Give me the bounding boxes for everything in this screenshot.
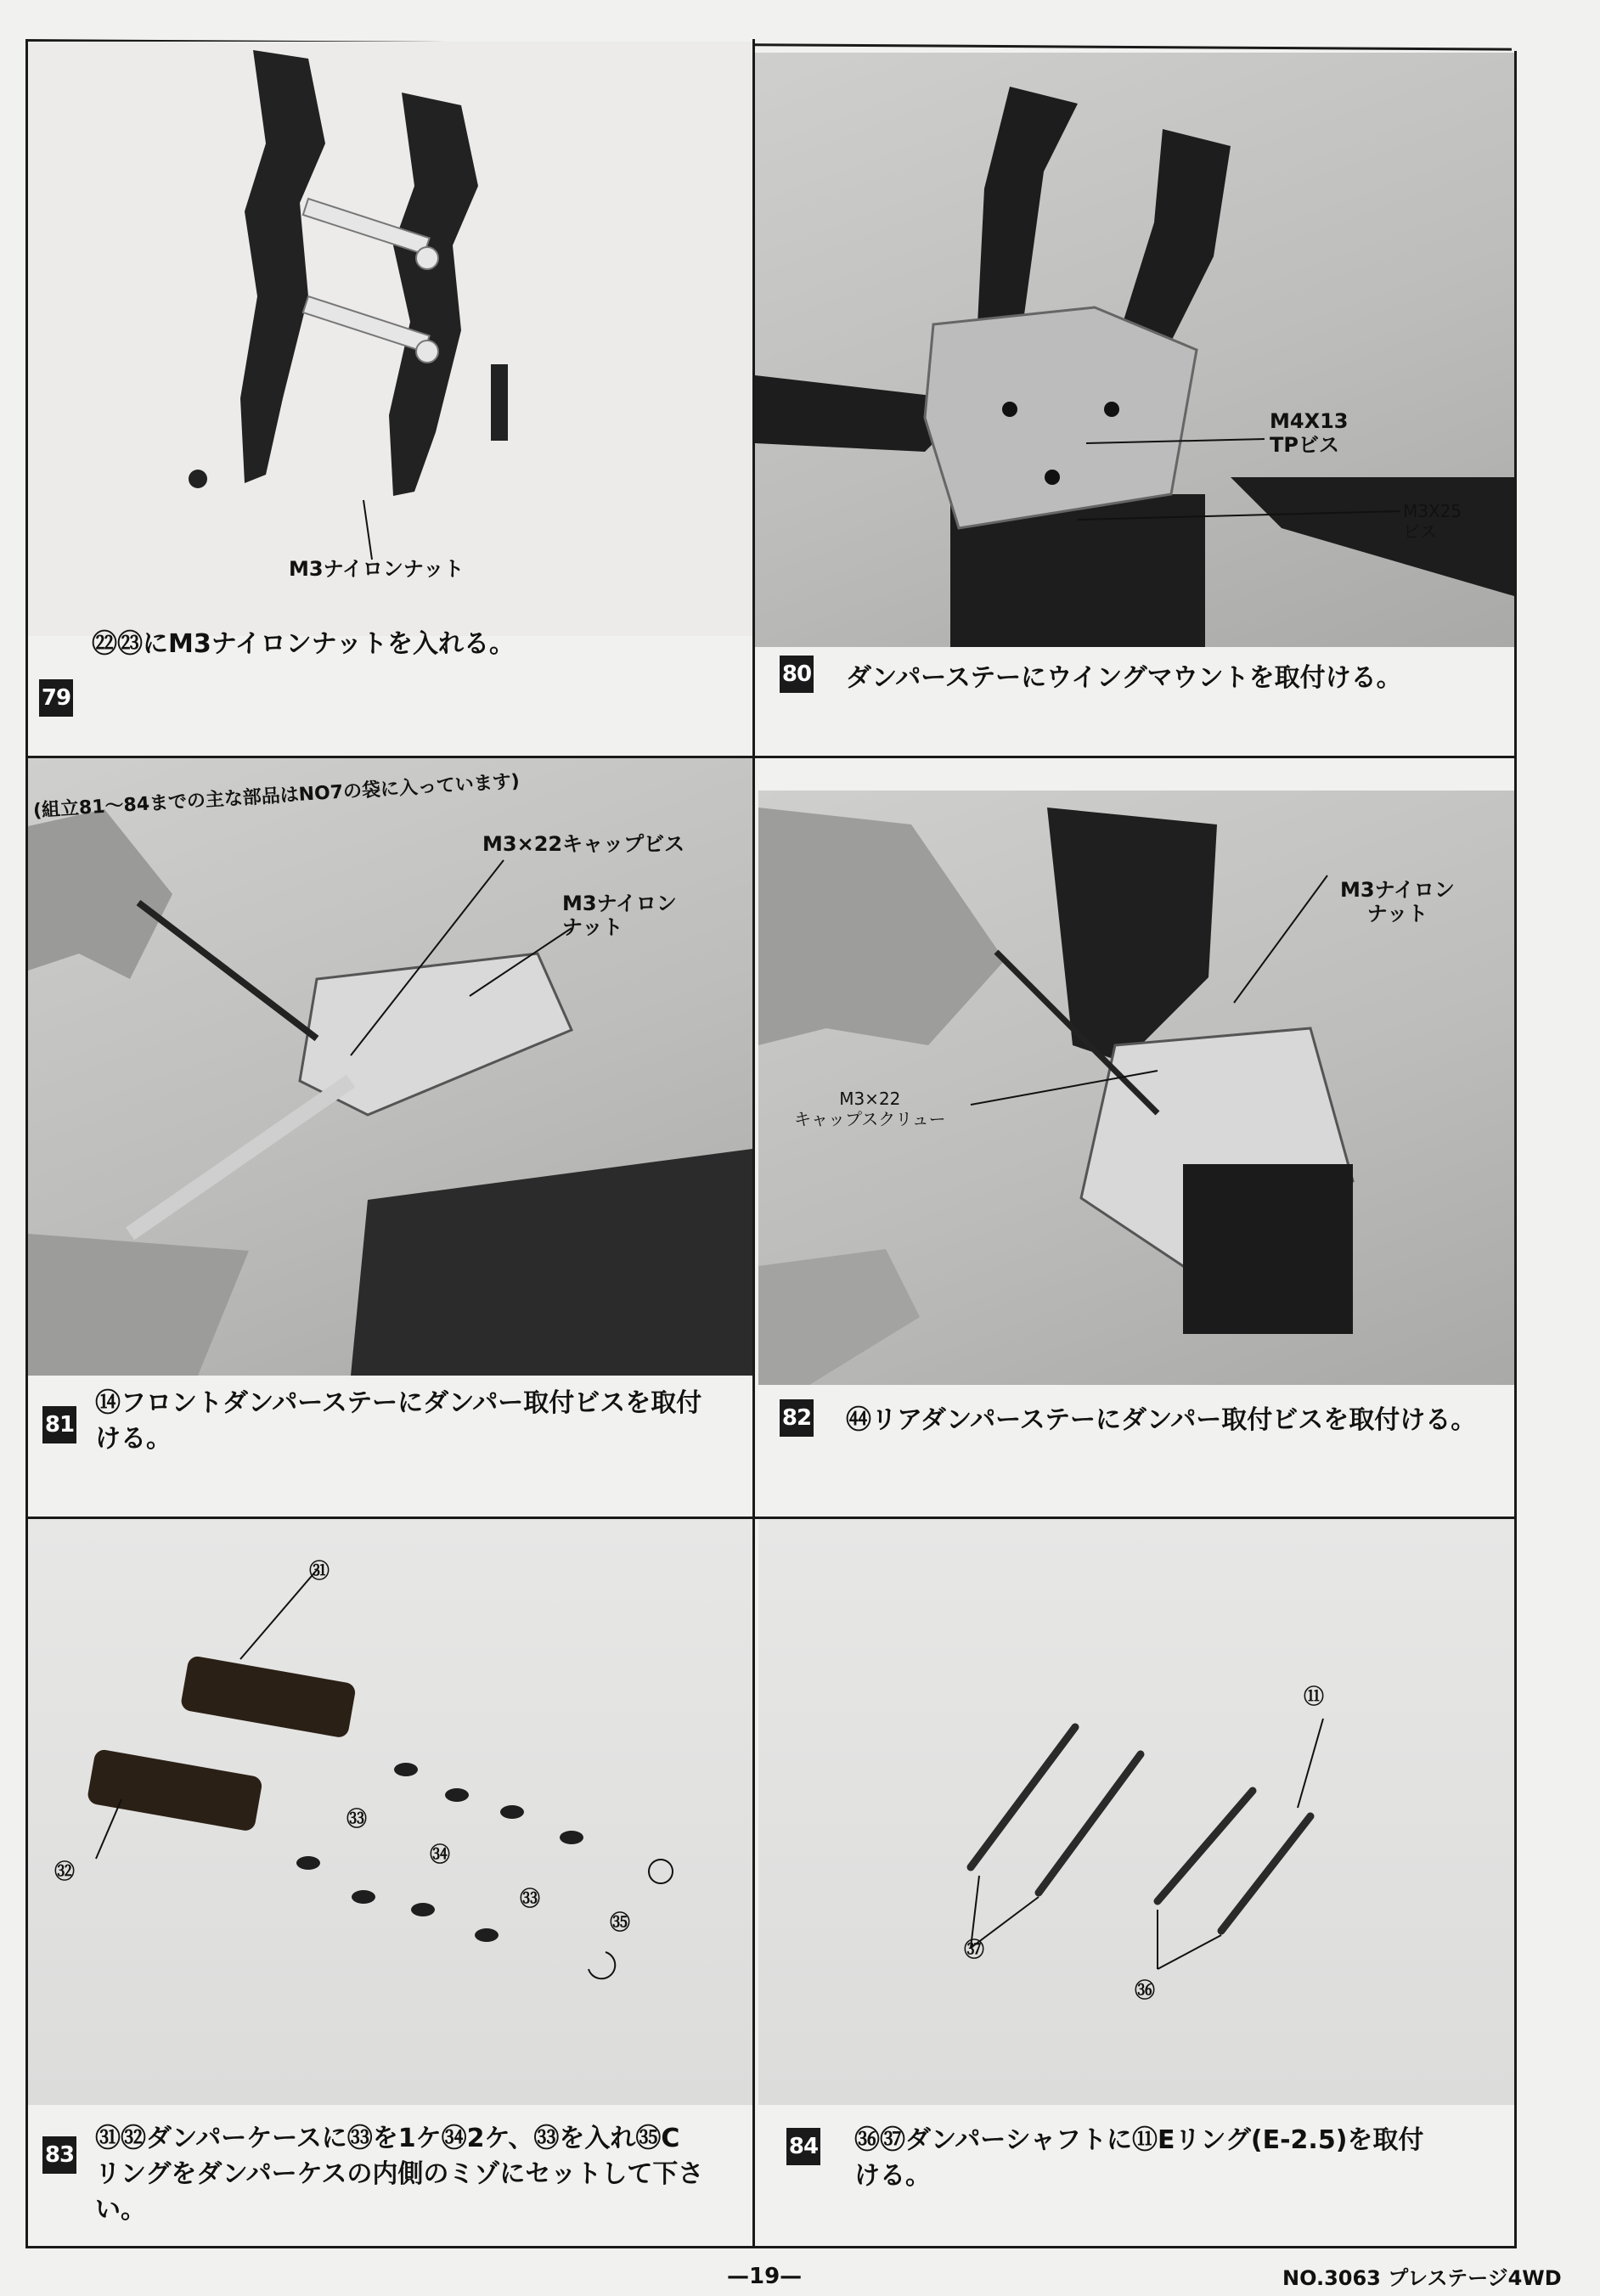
step-81-bag-note: (組立81〜84までの主な部品はNO7の袋に入っています) [32,770,521,822]
step-80-callout-m4x13: M4X13 TPビス [1270,409,1349,457]
step-83-callout-34: ㉞ [430,1843,450,1866]
step-80-number: 80 [780,656,814,693]
wing-mount-parts-illustration [28,42,752,636]
step-83-number: 83 [42,2136,76,2174]
step-83-callout-33b: ㉝ [520,1887,540,1911]
step-83-callout-33a: ㉝ [346,1807,367,1831]
frame-bottom [25,2246,1517,2248]
step-84-number: 84 [786,2128,820,2165]
step-84-photo [758,1519,1514,2105]
step-83-callout-32: ㉜ [54,1860,75,1883]
step-84-callout-36: ㊱ [1135,1978,1155,2002]
frame-right [1514,51,1517,2248]
step-82-callout-cap-screw: M3×22 キャップスクリュー [794,1089,946,1129]
step-81-number: 81 [42,1406,76,1443]
step-79-number: 79 [39,679,73,717]
step-80-photo [755,53,1514,647]
damper-shaft-parts-illustration [758,1519,1514,2105]
step-81-callout-cap-screw: M3×22キャップビス [482,832,685,856]
chassis-wing-mount-illustration [755,53,1514,647]
step-79-instruction: ㉒㉓にM3ナイロンナットを入れる。 [92,629,515,659]
step-80-callout-m3x25: M3X25 ビス [1403,501,1462,542]
model-name: NO.3063 プレステージ4WD [1282,2266,1562,2290]
step-79-photo [28,42,752,636]
step-83-photo [28,1519,752,2105]
step-83-callout-31: ㉛ [309,1559,330,1583]
step-84-callout-37: ㊲ [964,1938,984,1961]
step-81-instruction: ⑭フロントダンパーステーにダンパー取付ビスを取付 ける。 [95,1388,702,1454]
page-number: —19— [727,2264,803,2289]
step-82-number: 82 [780,1399,814,1437]
damper-case-parts-illustration [28,1519,752,2105]
step-82-instruction: ㊹リアダンパーステーにダンパー取付ビスを取付ける。 [846,1405,1477,1435]
step-80-instruction: ダンパーステーにウイングマウントを取付ける。 [846,663,1402,693]
step-83-instruction: ㉛㉜ダンパーケースに㉝を1ケ㉞2ケ、㉝を入れ㉟C リングをダンパーケスの内側のミゾにセットして下さ い。 [95,2124,704,2225]
step-84-instruction: ㊱㊲ダンパーシャフトに⑪Eリング(E-2.5)を取付 ける。 [854,2125,1424,2191]
step-83-callout-35: ㉟ [610,1911,630,1934]
step-84-callout-117: ⑪ [1304,1685,1324,1708]
step-82-callout-nylon-nut: M3ナイロン ナット [1340,878,1455,926]
step-81-callout-nylon-nut: M3ナイロン ナット [562,892,677,939]
step-79-callout-nylon-nut: M3ナイロンナット [289,557,465,581]
